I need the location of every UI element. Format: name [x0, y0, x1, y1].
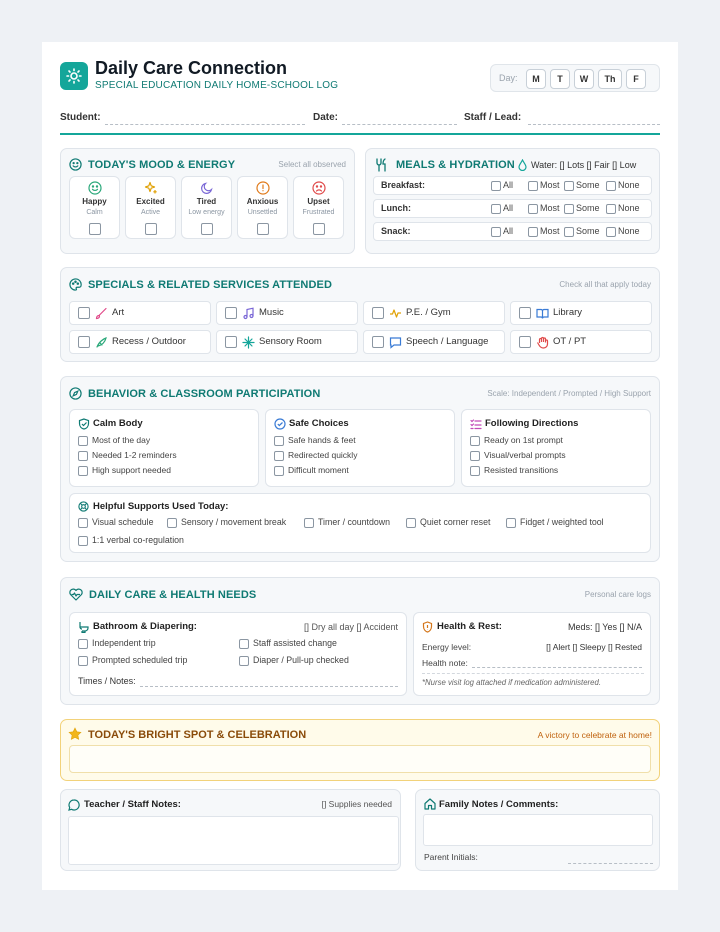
checkbox[interactable]	[304, 518, 314, 528]
mood-section	[60, 148, 355, 254]
day-selector	[490, 64, 660, 92]
checkbox[interactable]	[528, 204, 538, 214]
music-note-icon	[242, 307, 255, 320]
mood-checkbox[interactable]	[201, 223, 213, 235]
teacher-notes-title: Teacher / Staff Notes:	[84, 799, 181, 810]
checkbox[interactable]	[225, 336, 237, 348]
special-label: OT / PT	[553, 336, 587, 347]
mood-sublabel: Low energy	[188, 209, 225, 216]
mood-label: Upset	[307, 197, 330, 206]
checkbox[interactable]	[470, 436, 480, 446]
supports-box	[69, 493, 651, 553]
meal-option-label: Some	[576, 180, 600, 190]
staff-field[interactable]	[528, 124, 660, 125]
supplies-option[interactable]: [] Supplies needed	[321, 799, 392, 809]
nurse-note: *Nurse visit log attached if medication administered.	[422, 678, 601, 687]
behavior-group-calm-body	[69, 409, 259, 487]
behavior-hint: Scale: Independent / Prompted / High Support	[487, 389, 651, 398]
behavior-option-label: Needed 1-2 reminders	[92, 450, 177, 460]
checkbox[interactable]	[372, 307, 384, 319]
mood-title: TODAY'S MOOD & ENERGY	[88, 159, 236, 171]
palette-icon	[69, 278, 82, 291]
app-logo	[60, 62, 88, 90]
behavior-option-label: Most of the day	[92, 435, 151, 445]
checkbox[interactable]	[491, 227, 501, 237]
bathroom-option[interactable]	[78, 638, 156, 649]
meal-row-lunch	[373, 199, 652, 218]
checkbox[interactable]	[564, 181, 574, 191]
meal-option-none[interactable]	[606, 180, 640, 191]
care-hint: Personal care logs	[584, 590, 651, 599]
chat-icon	[68, 799, 80, 811]
times-label: Times / Notes:	[78, 676, 136, 686]
support-option[interactable]	[406, 517, 490, 528]
meal-option-most[interactable]	[528, 226, 560, 237]
bright-title: TODAY'S BRIGHT SPOT & CELEBRATION	[88, 729, 307, 741]
support-label: 1:1 verbal co-regulation	[92, 535, 184, 545]
special-option-speech-language[interactable]	[363, 330, 505, 354]
bathroom-box	[69, 612, 407, 696]
support-option[interactable]	[506, 517, 604, 528]
mood-option-upset[interactable]	[293, 176, 344, 239]
checkbox[interactable]	[528, 227, 538, 237]
special-label: Recess / Outdoor	[112, 336, 186, 347]
water-options[interactable]: Water: [] Lots [] Fair [] Low	[531, 160, 637, 170]
bathroom-option-label: Independent trip	[92, 638, 156, 648]
behavior-option-label: Ready on 1st prompt	[484, 435, 563, 445]
behavior-option[interactable]	[470, 450, 566, 461]
moon-icon	[200, 181, 214, 195]
mood-checkbox[interactable]	[313, 223, 325, 235]
checkbox[interactable]	[78, 451, 88, 461]
meal-label: Snack:	[381, 226, 411, 236]
special-label: P.E. / Gym	[406, 307, 451, 318]
mood-sublabel: Frustrated	[302, 209, 335, 216]
checkbox[interactable]	[78, 536, 88, 546]
specials-section	[60, 267, 660, 362]
checkbox[interactable]	[78, 466, 88, 476]
support-option[interactable]	[167, 517, 286, 528]
checkbox[interactable]	[78, 639, 88, 649]
checkbox[interactable]	[519, 336, 531, 348]
star-icon	[68, 727, 82, 741]
meal-row-snack	[373, 222, 652, 241]
family-notes-title: Family Notes / Comments:	[439, 799, 559, 810]
leaf-icon	[95, 336, 108, 349]
frown-icon	[312, 181, 326, 195]
meal-option-some[interactable]	[564, 226, 600, 237]
special-label: Library	[553, 307, 583, 318]
checkbox[interactable]	[78, 336, 90, 348]
heartbeat-icon	[69, 588, 83, 601]
check-circle-icon	[274, 418, 286, 430]
behavior-group-title: Following Directions	[485, 418, 579, 429]
book-icon	[536, 307, 549, 320]
meal-option-label: Most	[540, 180, 560, 190]
meal-option-label: None	[618, 203, 640, 213]
speech-bubble-icon	[389, 336, 402, 349]
meal-label: Lunch:	[381, 203, 411, 213]
mood-checkbox[interactable]	[89, 223, 101, 235]
mood-option-anxious[interactable]	[237, 176, 288, 239]
bright-hint: A victory to celebrate at home!	[537, 730, 652, 740]
home-icon	[424, 798, 436, 810]
date-label: Date:	[313, 112, 339, 123]
support-option[interactable]	[78, 535, 184, 546]
checkbox[interactable]	[470, 451, 480, 461]
shield-check-icon	[78, 418, 90, 430]
mood-option-tired[interactable]	[181, 176, 232, 239]
toilet-icon	[78, 621, 89, 633]
meal-option-label: None	[618, 180, 640, 190]
mood-checkbox[interactable]	[257, 223, 269, 235]
special-label: Art	[112, 307, 125, 318]
health-box	[413, 612, 651, 696]
behavior-group-following-directions	[461, 409, 651, 487]
health-note-label: Health note:	[422, 658, 468, 668]
behavior-group-title: Safe Choices	[289, 418, 349, 429]
behavior-option[interactable]	[470, 465, 558, 476]
sensory-icon	[242, 336, 255, 349]
meds-options[interactable]: Meds: [] Yes [] N/A	[567, 622, 642, 632]
meal-option-none[interactable]	[606, 226, 640, 237]
meal-row-breakfast	[373, 176, 652, 195]
bathroom-title: Bathroom & Diapering:	[93, 621, 197, 632]
meal-option-most[interactable]	[528, 203, 560, 214]
behavior-option-label: Visual/verbal prompts	[484, 450, 566, 460]
meal-option-all[interactable]	[491, 180, 513, 191]
behavior-option-label: Safe hands & feet	[288, 435, 356, 445]
mood-hint: Select all observed	[278, 160, 346, 169]
checkbox[interactable]	[78, 656, 88, 666]
care-title: DAILY CARE & HEALTH NEEDS	[89, 589, 257, 601]
behavior-option[interactable]	[274, 465, 349, 476]
checkbox[interactable]	[528, 181, 538, 191]
behavior-section	[60, 376, 660, 562]
checkbox[interactable]	[225, 307, 237, 319]
family-notes-section	[415, 789, 660, 871]
hand-icon	[536, 336, 549, 349]
energy-options[interactable]: [] Alert [] Sleepy [] Rested	[546, 642, 642, 652]
support-label: Quiet corner reset	[420, 517, 491, 527]
staff-label: Staff / Lead:	[464, 112, 522, 123]
meal-option-some[interactable]	[564, 203, 600, 214]
checkbox[interactable]	[564, 204, 574, 214]
smile-icon	[69, 158, 82, 171]
energy-label: Energy level:	[422, 642, 472, 652]
checkbox[interactable]	[372, 336, 384, 348]
checkbox[interactable]	[239, 639, 249, 649]
special-option-music[interactable]	[216, 301, 358, 325]
support-option[interactable]	[78, 517, 153, 528]
special-label: Music	[259, 307, 284, 318]
page-title: Daily Care Connection	[95, 58, 288, 78]
bathroom-option-label: Diaper / Pull-up checked	[253, 655, 349, 665]
checkbox[interactable]	[78, 307, 90, 319]
activity-icon	[389, 307, 402, 320]
page-subtitle: SPECIAL EDUCATION DAILY HOME-SCHOOL LOG	[95, 80, 339, 91]
mood-sublabel: Unsettled	[247, 209, 278, 216]
meal-option-all[interactable]	[491, 203, 513, 214]
checkbox[interactable]	[470, 466, 480, 476]
day-button-w[interactable]: W	[574, 69, 594, 89]
care-section	[60, 577, 660, 705]
checkbox[interactable]	[491, 204, 501, 214]
behavior-option-label: Redirected quickly	[288, 450, 358, 460]
checkbox[interactable]	[506, 518, 516, 528]
checkbox[interactable]	[274, 466, 284, 476]
lifebuoy-icon	[78, 501, 89, 512]
student-field[interactable]	[105, 124, 305, 125]
behavior-option-label: Resisted transitions	[484, 465, 559, 475]
special-option-art[interactable]	[69, 301, 211, 325]
special-option-recess-outdoor[interactable]	[69, 330, 211, 354]
checkbox[interactable]	[167, 518, 177, 528]
day-button-th[interactable]: Th	[598, 69, 622, 89]
special-option-sensory-room[interactable]	[216, 330, 358, 354]
divider	[422, 673, 644, 674]
checkbox[interactable]	[491, 181, 501, 191]
behavior-group-title: Calm Body	[93, 418, 143, 429]
parent-initials-field[interactable]	[568, 863, 653, 864]
sparkle-icon	[144, 181, 158, 195]
mood-label: Tired	[196, 197, 217, 206]
meal-option-label: All	[503, 203, 514, 213]
log-sheet	[42, 42, 678, 890]
behavior-group-safe-choices	[265, 409, 455, 487]
smile-icon	[88, 181, 102, 195]
day-label: Day:	[499, 73, 518, 83]
mood-sublabel: Active	[140, 209, 161, 216]
alert-icon	[256, 181, 270, 195]
header-divider	[60, 133, 660, 135]
checkbox[interactable]	[606, 204, 616, 214]
meal-option-label: None	[618, 226, 640, 236]
behavior-option-label: High support needed	[92, 465, 171, 475]
meal-option-label: Some	[576, 226, 600, 236]
mood-label: Excited	[136, 197, 165, 206]
compass-icon	[69, 387, 82, 400]
checkbox[interactable]	[519, 307, 531, 319]
meals-section	[365, 148, 660, 254]
meal-option-most[interactable]	[528, 180, 560, 191]
checkbox[interactable]	[274, 451, 284, 461]
checkbox[interactable]	[606, 181, 616, 191]
parent-initials-label: Parent Initials:	[424, 852, 478, 862]
meal-option-label: All	[503, 226, 514, 236]
checkbox[interactable]	[606, 227, 616, 237]
student-label: Student:	[60, 112, 101, 123]
checkbox[interactable]	[78, 436, 88, 446]
family-notes-input[interactable]	[423, 814, 653, 846]
checkbox[interactable]	[274, 436, 284, 446]
bathroom-option-label: Staff assisted change	[253, 638, 337, 648]
checkbox[interactable]	[564, 227, 574, 237]
brush-icon	[95, 307, 108, 320]
bathroom-option[interactable]	[239, 638, 337, 649]
support-label: Visual schedule	[92, 517, 154, 527]
health-title: Health & Rest:	[437, 621, 502, 632]
mood-sublabel: Calm	[86, 209, 103, 216]
behavior-option[interactable]	[78, 450, 177, 461]
bathroom-status[interactable]: [] Dry all day [] Accident	[303, 622, 398, 632]
meal-option-some[interactable]	[564, 180, 600, 191]
behavior-option[interactable]	[274, 450, 357, 461]
water-drop-icon	[518, 159, 527, 171]
day-button-m[interactable]: M	[526, 69, 546, 89]
day-button-f[interactable]: F	[626, 69, 646, 89]
meal-option-label: Most	[540, 203, 560, 213]
mood-label: Anxious	[246, 197, 279, 206]
sun-icon	[66, 68, 82, 84]
checkbox[interactable]	[406, 518, 416, 528]
mood-option-happy[interactable]	[69, 176, 120, 239]
bathroom-option-label: Prompted scheduled trip	[92, 655, 188, 665]
bright-input[interactable]	[69, 745, 651, 773]
behavior-option[interactable]	[78, 435, 150, 446]
date-field[interactable]	[342, 124, 457, 125]
mood-option-excited[interactable]	[125, 176, 176, 239]
day-button-t[interactable]: T	[550, 69, 570, 89]
meal-option-label: Most	[540, 226, 560, 236]
special-label: Speech / Language	[406, 336, 489, 347]
support-label: Sensory / movement break	[181, 517, 287, 527]
checklist-icon	[470, 418, 482, 430]
special-option-ot-pt[interactable]	[510, 330, 652, 354]
bright-spot-section	[60, 719, 660, 781]
checkbox[interactable]	[239, 656, 249, 666]
supports-title: Helpful Supports Used Today:	[93, 501, 229, 512]
utensils-icon	[375, 158, 387, 172]
behavior-option[interactable]	[274, 435, 356, 446]
behavior-option-label: Difficult moment	[288, 465, 349, 475]
meal-option-none[interactable]	[606, 203, 640, 214]
checkbox[interactable]	[78, 518, 88, 528]
support-option[interactable]	[304, 517, 390, 528]
meal-option-all[interactable]	[491, 226, 513, 237]
shield-alert-icon	[422, 621, 433, 633]
meal-label: Breakfast:	[381, 180, 426, 190]
behavior-title: BEHAVIOR & CLASSROOM PARTICIPATION	[88, 388, 321, 400]
bathroom-option[interactable]	[78, 655, 187, 666]
mood-label: Happy	[82, 197, 107, 206]
bathroom-option[interactable]	[239, 655, 349, 666]
health-note-field[interactable]	[472, 667, 642, 668]
behavior-option[interactable]	[78, 465, 171, 476]
behavior-option[interactable]	[470, 435, 563, 446]
meal-option-label: All	[503, 180, 514, 190]
teacher-notes-input[interactable]	[68, 816, 399, 865]
mood-checkbox[interactable]	[145, 223, 157, 235]
support-label: Fidget / weighted tool	[520, 517, 604, 527]
meal-option-label: Some	[576, 203, 600, 213]
times-field[interactable]	[140, 686, 398, 687]
specials-hint: Check all that apply today	[559, 280, 651, 289]
special-label: Sensory Room	[259, 336, 322, 347]
special-option-library[interactable]	[510, 301, 652, 325]
meals-title: MEALS & HYDRATION	[396, 159, 515, 171]
teacher-notes-section	[60, 789, 401, 871]
special-option-p-e-gym[interactable]	[363, 301, 505, 325]
specials-title: SPECIALS & RELATED SERVICES ATTENDED	[88, 279, 332, 291]
support-label: Timer / countdown	[318, 517, 391, 527]
